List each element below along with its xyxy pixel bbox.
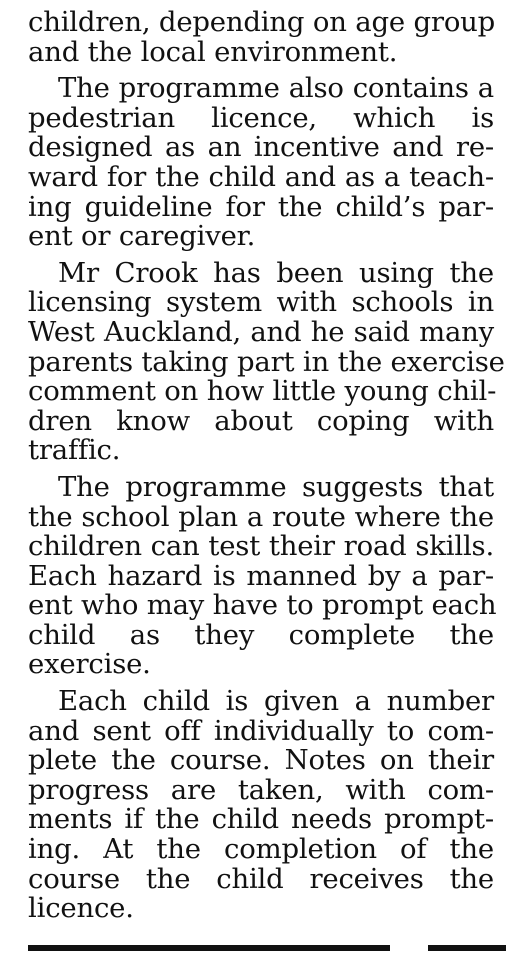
text-line: parents taking part in the exercise: [28, 345, 505, 378]
text-line: child as they complete the: [28, 618, 494, 651]
paragraph-4: [28, 470, 497, 681]
bottom-rule-right: [428, 945, 506, 951]
text-line: progress are taken, with com-: [28, 773, 494, 806]
text-line: Each child is given a number: [58, 685, 494, 718]
paragraph-5: [28, 687, 494, 924]
text-line: licence.: [28, 892, 134, 925]
text-line: Each hazard is manned by a par-: [28, 559, 494, 592]
paragraph-3: [28, 256, 505, 467]
text-line: ments if the child needs prompt-: [28, 803, 494, 836]
text-line: Mr Crook has been using the: [58, 256, 494, 289]
text-line: West Auckland, and he said many: [28, 315, 494, 348]
text-line: ing guideline for the child’s par-: [28, 190, 494, 223]
bottom-rule-left: [28, 945, 390, 951]
text-line: children can test their road skills.: [28, 530, 494, 563]
text-line: comment on how little young chil-: [28, 375, 497, 408]
text-line: The programme suggests that: [58, 470, 494, 503]
text-line: exercise.: [28, 648, 151, 681]
text-line: plete the course. Notes on their: [28, 744, 494, 777]
text-line: pedestrian licence, which is: [28, 101, 494, 134]
text-line: ent who may have to prompt each: [28, 589, 497, 622]
text-line: designed as an incentive and re-: [28, 131, 494, 164]
text-line: ward for the child and as a teach-: [28, 160, 494, 193]
article-column: [28, 6, 505, 931]
text-line: children, depending on age group: [28, 6, 496, 38]
text-line: course the child receives the: [28, 862, 494, 895]
text-line: ing. At the completion of the: [28, 833, 494, 866]
text-line: and the local environment.: [28, 35, 398, 68]
text-line: the school plan a route where the: [28, 500, 494, 533]
paragraph-1: [28, 8, 494, 67]
text-line: licensing system with schools in: [28, 286, 494, 319]
text-line: The programme also contains a: [58, 72, 494, 105]
text-line: traffic.: [28, 434, 121, 467]
text-line: and sent off individually to com-: [28, 714, 494, 747]
text-line: dren know about coping with: [28, 404, 494, 437]
paragraph-2: [28, 74, 494, 252]
text-line: ent or caregiver.: [28, 220, 256, 253]
